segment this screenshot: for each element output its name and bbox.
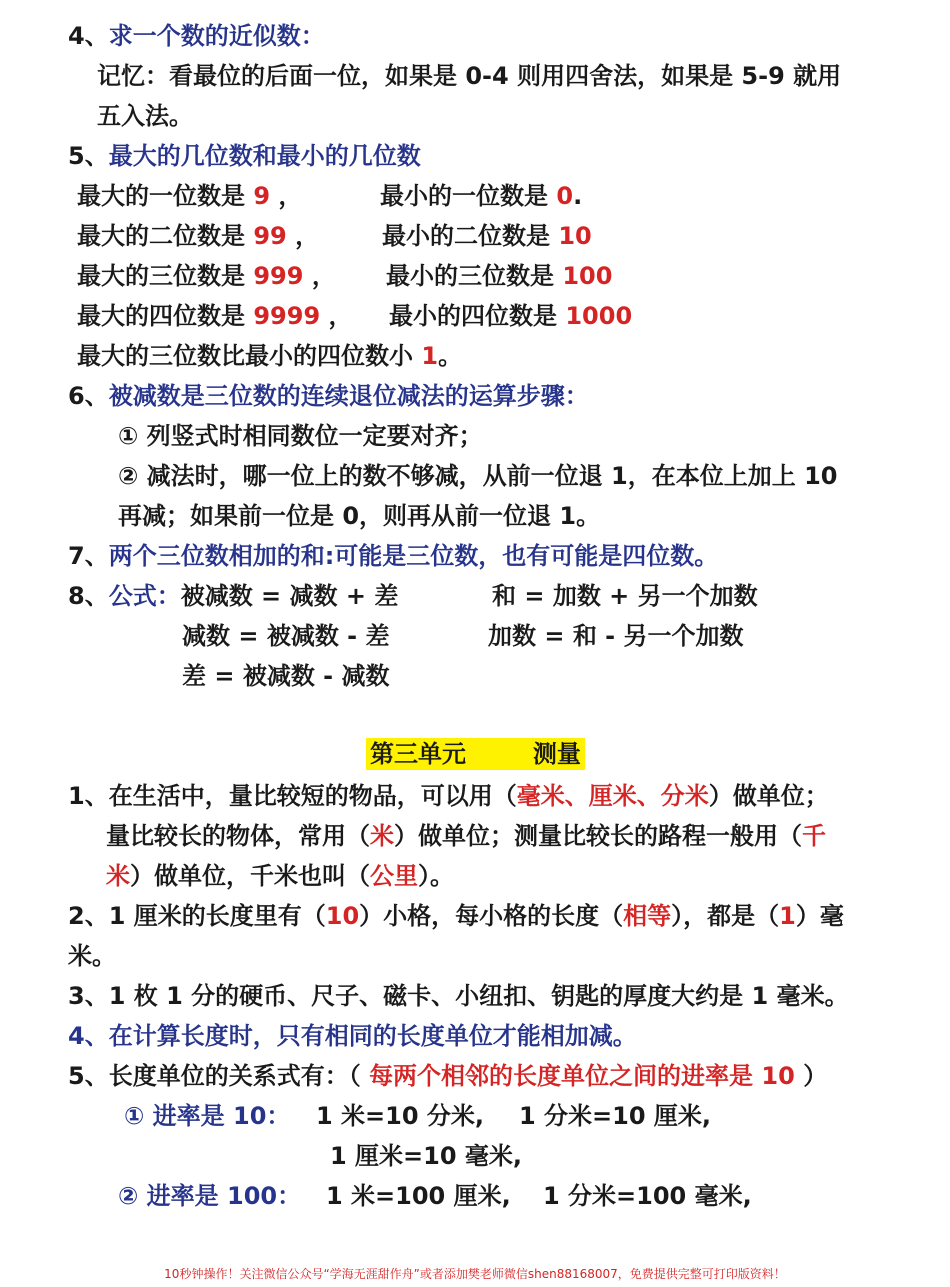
text: 1、在生活中，量比较短的物品，可以用（ <box>68 782 517 810</box>
text: ）小格，每小格的长度（ <box>359 902 624 930</box>
max-digit-row-2 <box>77 220 319 252</box>
max-value: 9 <box>253 182 271 210</box>
answer: 每两个相邻的长度单位之间的进率是 10 <box>369 1062 795 1090</box>
unit-item-1-line-1 <box>68 780 829 812</box>
formula-2: 和 = 加数 + 另一个加数 <box>492 582 758 610</box>
min-value: 0 <box>556 182 574 210</box>
section-number: 7、 <box>68 542 109 570</box>
min-value: 100 <box>562 262 613 290</box>
rate-100-line <box>118 1180 301 1212</box>
section-title: 求一个数的近似数： <box>108 22 325 50</box>
section-title: 最大的几位数和最小的几位数 <box>108 142 421 170</box>
section-8-heading <box>68 580 398 612</box>
text: ）。 <box>418 862 454 890</box>
min-digit-row-1 <box>380 180 582 212</box>
section-7-heading <box>68 540 718 572</box>
answer: 米 <box>106 862 130 890</box>
min-label: 最小的二位数是 <box>382 222 550 250</box>
max-label: 最大的一位数是 <box>77 182 245 210</box>
answer: 毫米、厘米、分米 <box>516 782 709 810</box>
max-digit-row-4 <box>77 300 353 332</box>
separator: ， <box>278 182 303 210</box>
section-5-heading <box>68 140 421 172</box>
text: ），都是（ <box>671 902 780 930</box>
min-digit-row-4 <box>389 300 632 332</box>
section-4-heading <box>68 20 325 52</box>
compare-text: 最大的三位数比最小的四位数小 <box>77 342 413 370</box>
separator: ， <box>328 302 353 330</box>
text: ）毫 <box>795 902 844 930</box>
text: ）做单位，千米也叫（ <box>130 862 370 890</box>
max-label: 最大的二位数是 <box>77 222 245 250</box>
min-label: 最小的一位数是 <box>380 182 548 210</box>
unit-item-2-line-1 <box>68 900 844 932</box>
unit-item-4: 4、在计算长度时，只有相同的长度单位才能相加减。 <box>68 1022 637 1050</box>
text: 2、1 厘米的长度里有（ <box>68 902 326 930</box>
section-number: 8、 <box>68 582 109 610</box>
max-value: 99 <box>253 222 287 250</box>
section-6-heading <box>68 380 589 412</box>
text: ） <box>803 1062 828 1090</box>
rate-100-value-b: 1 分米=100 毫米, <box>543 1182 752 1210</box>
footer-note: 10秒钟操作！关注微信公众号“学海无涯甜作舟”或者添加樊老师微信shen88168007，免费提供完整可打印版资料！ <box>164 1267 786 1281</box>
text: 量比较长的物体，常用（ <box>106 822 370 850</box>
max-value: 9999 <box>253 302 321 330</box>
text: ）做单位； <box>708 782 829 810</box>
rate-10-line-1 <box>124 1100 290 1132</box>
min-label: 最小的四位数是 <box>389 302 557 330</box>
unit-item-5-heading <box>68 1060 827 1092</box>
compare-value: 1 <box>421 342 439 370</box>
formula-3: 减数 = 被减数 - 差 <box>182 622 390 650</box>
unit-3-title <box>366 738 585 770</box>
min-digit-row-2 <box>382 220 592 252</box>
answer: 千 <box>802 822 826 850</box>
rate-10-value-c: 1 厘米=10 毫米, <box>330 1142 523 1170</box>
max-label: 最大的四位数是 <box>77 302 245 330</box>
formula-label: 公式： <box>108 582 181 610</box>
section-number: 6、 <box>68 382 109 410</box>
section-title: 被减数是三位数的连续退位减法的运算步骤： <box>108 382 589 410</box>
step-1: ① 列竖式时相同数位一定要对齐； <box>118 422 483 450</box>
rate-100-value-a: 1 米=100 厘米, <box>326 1182 511 1210</box>
answer: 米 <box>370 822 394 850</box>
rate-label: ② 进率是 100： <box>118 1182 302 1210</box>
section-number: 5、 <box>68 142 109 170</box>
answer: 1 <box>779 902 796 930</box>
memo-line-2: 五入法。 <box>97 102 193 130</box>
separator: ， <box>311 262 336 290</box>
rate-10-value-a: 1 米=10 分米, <box>316 1102 485 1130</box>
max-value: 999 <box>253 262 304 290</box>
answer: 公里 <box>370 862 418 890</box>
step-2-line-1: ② 减法时，哪一位上的数不够减，从前一位退 1，在本位上加上 10 <box>118 462 838 490</box>
end-mark: . <box>573 182 583 210</box>
answer: 相等 <box>623 902 672 930</box>
formula-4: 加数 = 和 - 另一个加数 <box>488 622 744 650</box>
unit-item-3: 3、1 枚 1 分的硬币、尺子、磁卡、小纽扣、钥匙的厚度大约是 1 毫米。 <box>68 982 849 1010</box>
section-text: 两个三位数相加的和:可能是三位数，也有可能是四位数。 <box>108 542 719 570</box>
max-label: 最大的三位数是 <box>77 262 245 290</box>
min-digit-row-3 <box>386 260 612 292</box>
memo-line-1: 记忆：看最位的后面一位，如果是 0-4 则用四舍法，如果是 5-9 就用 <box>97 62 842 90</box>
min-value: 1000 <box>565 302 633 330</box>
step-2-line-2: 再减；如果前一位是 0，则再从前一位退 1。 <box>118 502 601 530</box>
unit-item-1-line-3 <box>106 860 454 892</box>
answer: 10 <box>325 902 360 930</box>
rate-label: ① 进率是 10： <box>124 1102 291 1130</box>
min-value: 10 <box>558 222 592 250</box>
min-label: 最小的三位数是 <box>386 262 554 290</box>
unit-item-1-line-2 <box>106 820 826 852</box>
max-digit-row-1 <box>77 180 302 212</box>
formula-5: 差 = 被减数 - 减数 <box>182 662 390 690</box>
max-digit-row-3 <box>77 260 336 292</box>
section-number: 4、 <box>68 22 109 50</box>
text: 5、长度单位的关系式有：（ <box>68 1062 361 1090</box>
separator: ， <box>295 222 320 250</box>
compare-line <box>77 340 462 372</box>
formula-1: 被减数 = 减数 + 差 <box>180 582 399 610</box>
unit-item-2-line-2: 米。 <box>68 942 116 970</box>
end-mark: 。 <box>438 342 463 370</box>
rate-10-value-b: 1 分米=10 厘米, <box>519 1102 712 1130</box>
text: ）做单位；测量比较长的路程一般用（ <box>394 822 802 850</box>
unit-title-highlight: 第三单元 测量 <box>366 738 585 770</box>
